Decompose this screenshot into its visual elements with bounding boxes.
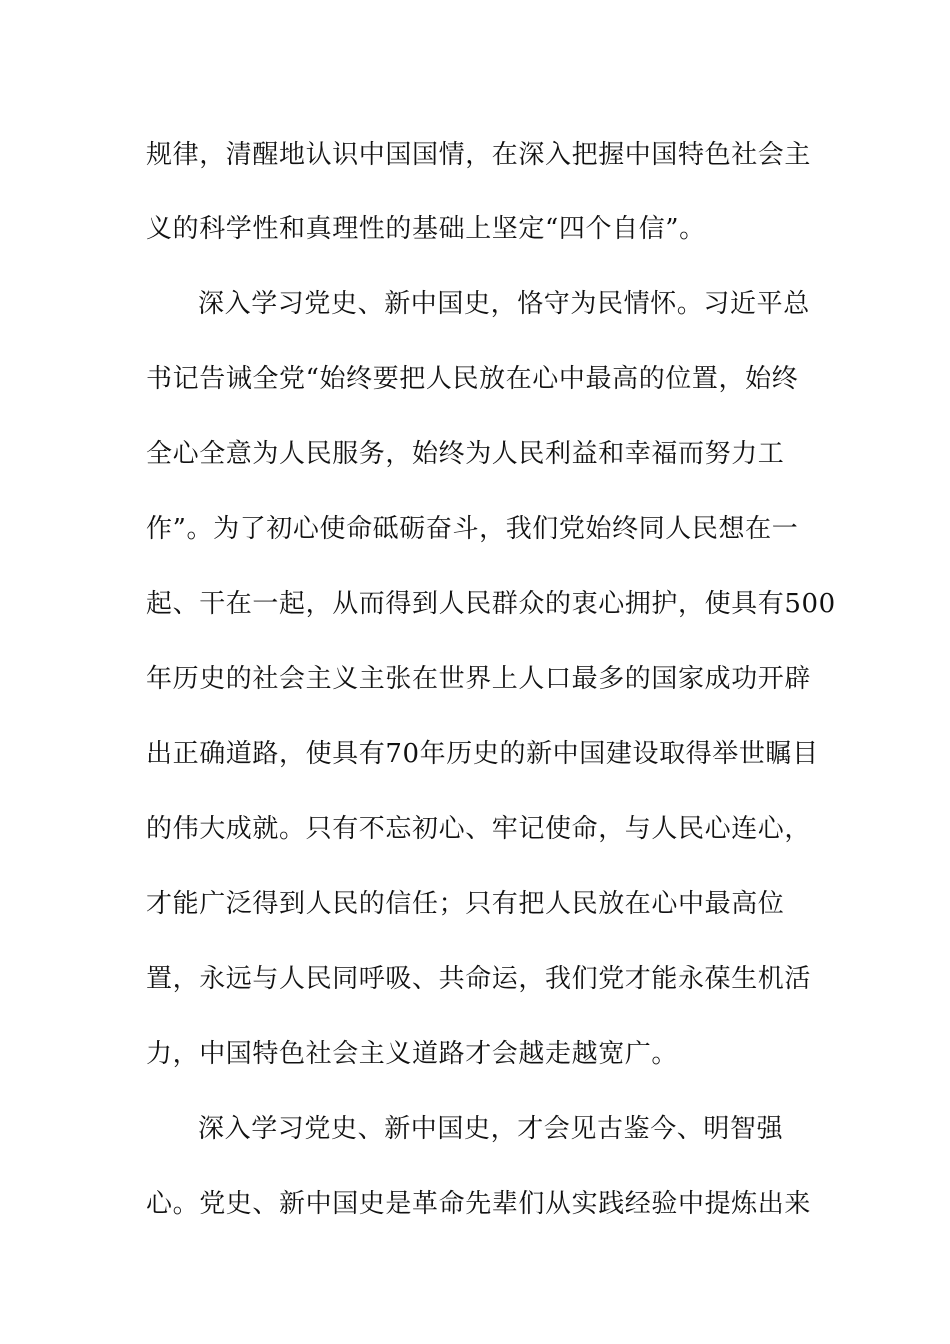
text-line: 力，中国特色社会主义道路才会越走越宽广。 bbox=[146, 1039, 679, 1069]
text-line: 全心全意为人民服务，始终为人民利益和幸福而努力工 bbox=[146, 439, 785, 469]
text-line: 才能广泛得到人民的信任；只有把人民放在心中最高位 bbox=[146, 889, 785, 919]
text-line: 心。党史、新中国史是革命先辈们从实践经验中提炼出来 bbox=[146, 1189, 812, 1219]
text-line: 年历史的社会主义主张在世界上人口最多的国家成功开辟 bbox=[146, 664, 812, 694]
text-line: 的伟大成就。只有不忘初心、牢记使命，与人民心连心， bbox=[146, 814, 812, 844]
text-line: 置，永远与人民同呼吸、共命运，我们党才能永葆生机活 bbox=[146, 964, 812, 994]
text-line: 出正确道路，使具有70年历史的新中国建设取得举世瞩目 bbox=[146, 739, 819, 769]
paragraph-first-line: 深入学习党史、新中国史，恪守为民情怀。习近平总 bbox=[198, 289, 810, 319]
text-line: 起、干在一起，从而得到人民群众的衷心拥护，使具有500 bbox=[146, 589, 836, 619]
text-line: 作”。为了初心使命砥砺奋斗，我们党始终同人民想在一 bbox=[146, 514, 799, 544]
paragraph-first-line: 深入学习党史、新中国史，才会见古鉴今、明智强 bbox=[198, 1114, 784, 1144]
text-line: 书记告诫全党“始终要把人民放在心中最高的位置，始终 bbox=[146, 364, 799, 394]
text-line: 规律，清醒地认识中国国情，在深入把握中国特色社会主 bbox=[146, 140, 812, 170]
text-line: 义的科学性和真理性的基础上坚定“四个自信”。 bbox=[146, 214, 706, 244]
